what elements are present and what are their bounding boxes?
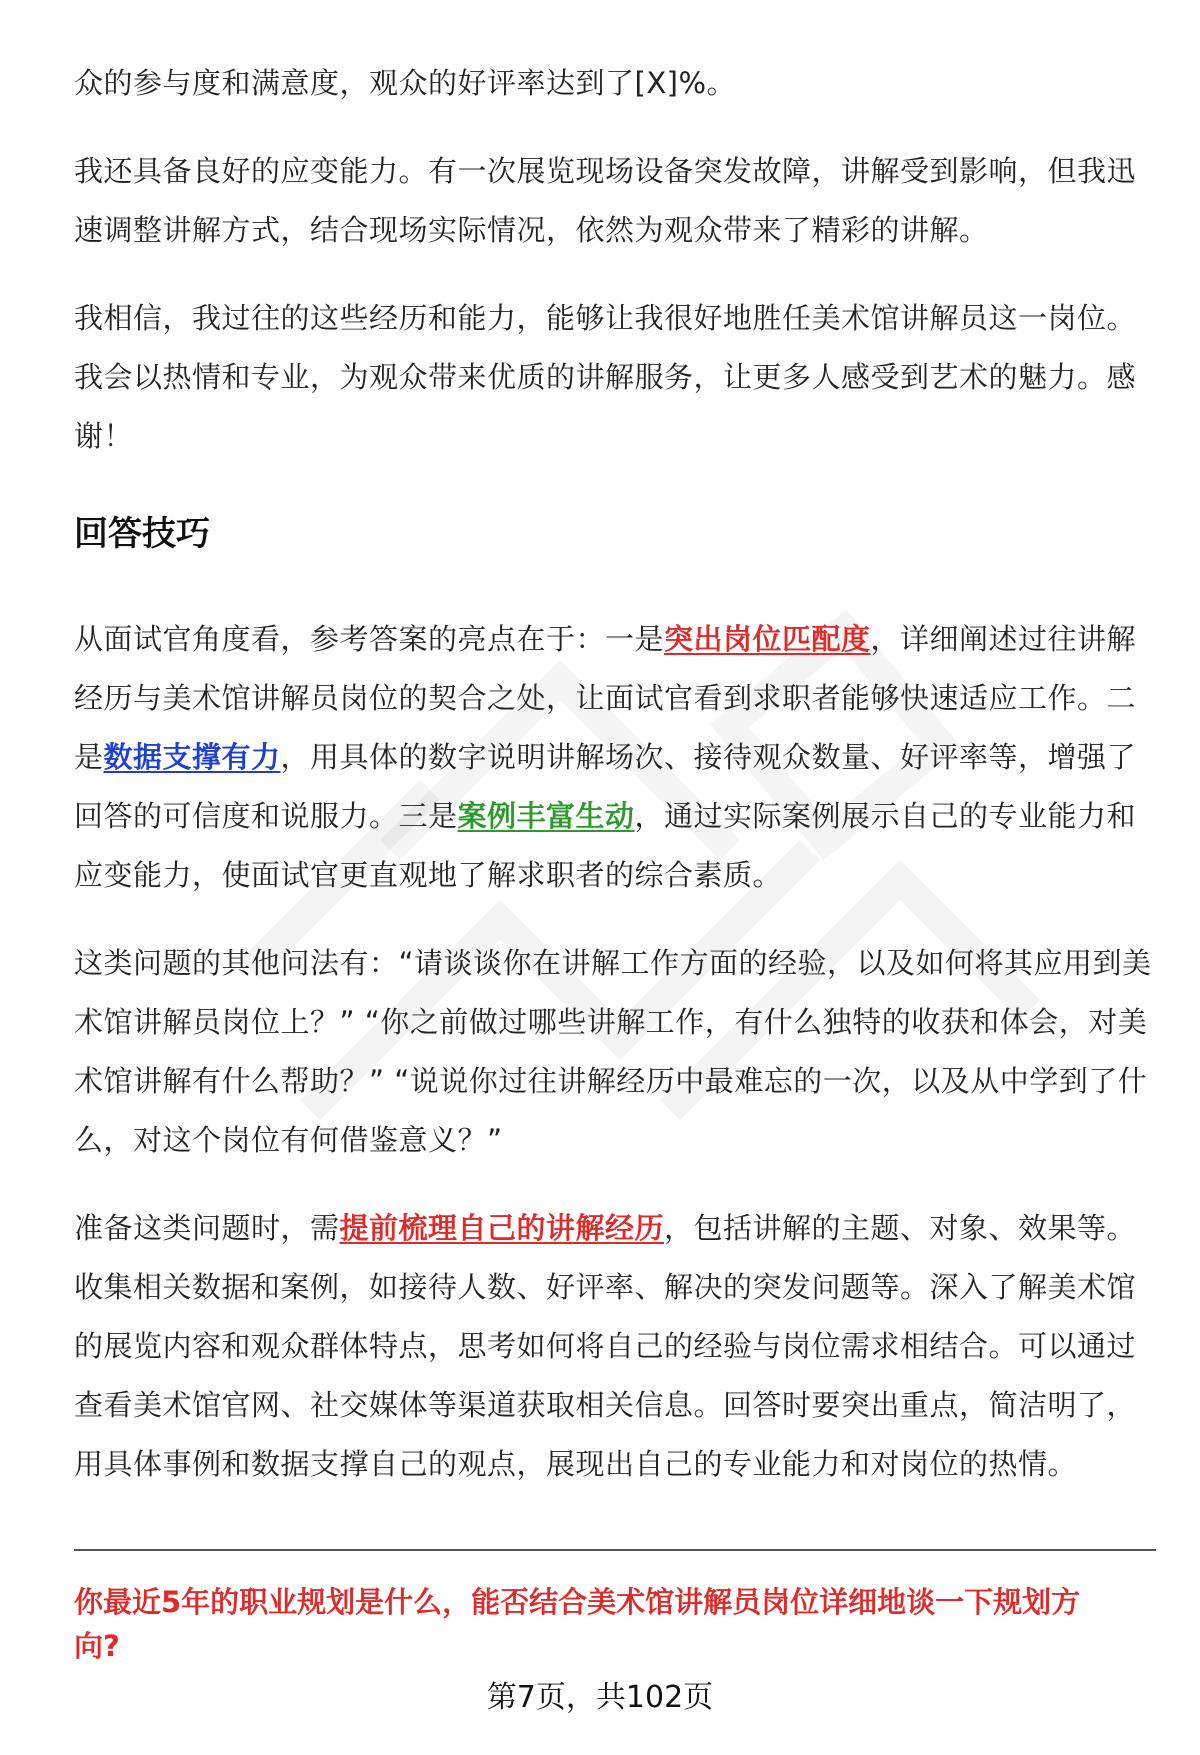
paragraph-adaptability: 我还具备良好的应变能力。有一次展览现场设备突发故障，讲解受到影响，但我迅速调整讲解方式，结合现场实际情况，依然为观众带来了精彩的讲解。 <box>74 154 1137 247</box>
text-segment: ，用具体的数字说明讲解场次、接待观众数量、好评率等，增强了回答的可信度和说服力。三是 <box>74 740 1137 833</box>
text-segment: ，包括讲解的主题、对象、效果等。收集相关数据和案例，如接待人数、好评率、解决的突发问题等。深入了解美术馆的展览内容和观众群体特点，思考如何将自己的经验与岗位需求相结合。可以通过查看美术馆官网、社交媒体等渠道获取相关信息。回答时要突出重点，简洁明了，用具体事例和数据支撑自己的观点，展现出自己的专业能力和对岗位的热情。 <box>74 1211 1137 1481</box>
paragraph-continued: 众的参与度和满意度，观众的好评率达到了[X]%。 <box>74 66 737 100</box>
next-question-title: 你最近5年的职业规划是什么，能否结合美术馆讲解员岗位详细地谈一下规划方向? <box>74 1585 1081 1663</box>
text-segment: ，详细阐述过往讲解经历与美术馆讲解员岗位的契合之处，让面试官看到求职者能够快速适应工作。二是 <box>74 622 1137 774</box>
highlight-data-support: 数据支撑有力 <box>103 740 281 774</box>
paragraph-tips-highlights <box>74 610 1154 905</box>
document-body <box>74 54 1154 1523</box>
section-divider <box>74 1549 1156 1551</box>
text-segment: 准备这类问题时，需 <box>74 1211 340 1245</box>
highlight-review-experience: 提前梳理自己的讲解经历 <box>339 1211 665 1245</box>
highlight-job-match: 突出岗位匹配度 <box>664 622 871 656</box>
paragraph-conclusion: 我相信，我过往的这些经历和能力，能够让我很好地胜任美术馆讲解员这一岗位。我会以热情和专业，为观众带来优质的讲解服务，让更多人感受到艺术的魅力。感谢！ <box>74 301 1137 453</box>
paragraph-alternative-questions: 这类问题的其他问法有：“请谈谈你在讲解工作方面的经验，以及如何将其应用到美术馆讲解员岗位上？” “你之前做过哪些讲解工作，有什么独特的收获和体会，对美术馆讲解有什么帮助？” “说说你过往讲解经历中最难忘的一次，以及从中学到了什么，对这个岗位有何借鉴意义？” <box>74 946 1152 1157</box>
paragraph-preparation <box>74 1199 1154 1494</box>
page-number: 第7页，共102页 <box>486 1680 714 1715</box>
section-heading-answer-tips: 回答技巧 <box>74 514 210 554</box>
highlight-rich-cases: 案例丰富生动 <box>457 799 635 833</box>
text-segment: 从面试官角度看，参考答案的亮点在于：一是 <box>74 622 665 656</box>
text-segment: ，通过实际案例展示自己的专业能力和应变能力，使面试官更直观地了解求职者的综合素质。 <box>74 799 1137 892</box>
